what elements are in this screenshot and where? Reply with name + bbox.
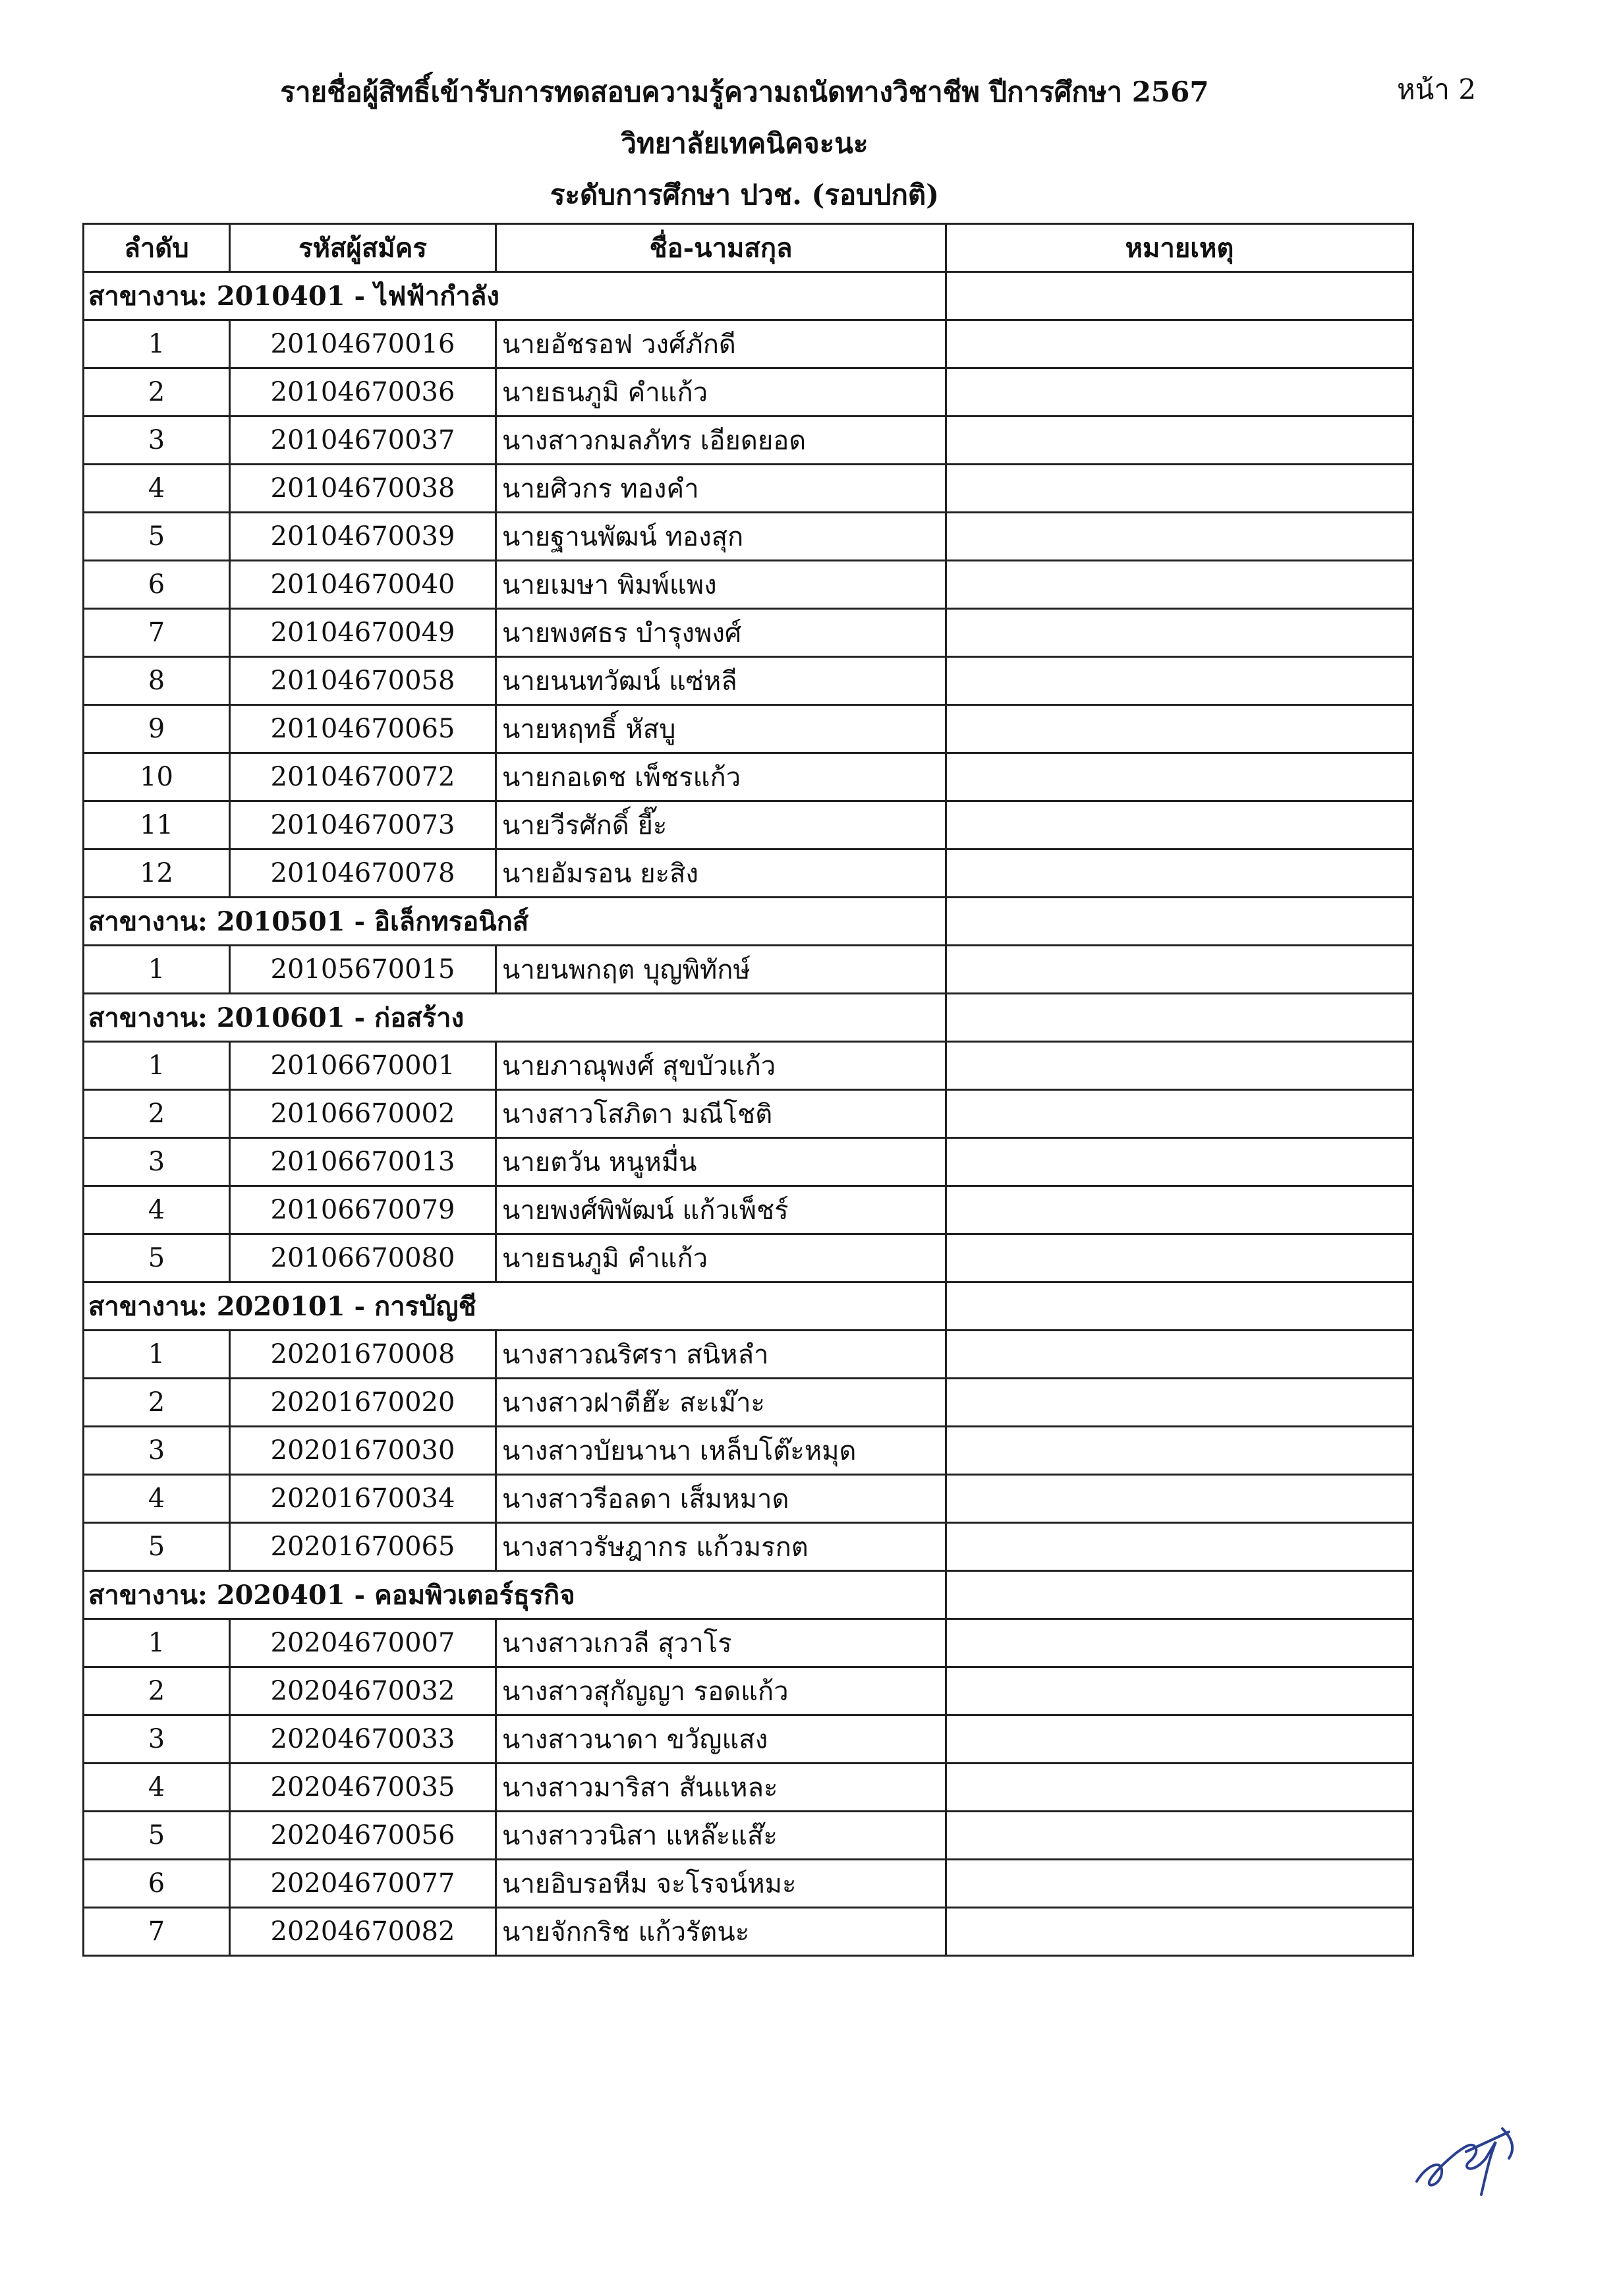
applicant-code: 20201670008 <box>230 1331 496 1379</box>
applicant-name: นางสาวนาดา ขวัญแสง <box>496 1715 946 1764</box>
section-row <box>84 1282 1413 1331</box>
table-row <box>84 1331 1413 1379</box>
applicant-name: นางสาวรีอลดา เส็มหมาด <box>496 1475 946 1523</box>
note-cell <box>946 657 1413 705</box>
applicant-name: นายพงศ์พิพัฒน์ แก้วเพ็ชร์ <box>496 1186 946 1234</box>
row-number: 1 <box>84 1042 230 1090</box>
note-cell <box>946 849 1413 898</box>
note-cell <box>946 368 1413 416</box>
table-row <box>84 1090 1413 1138</box>
applicant-code: 20104670049 <box>230 609 496 657</box>
applicant-name: นายอัมรอน ยะสิง <box>496 849 946 898</box>
table-row <box>84 657 1413 705</box>
note-cell <box>946 561 1413 609</box>
applicant-code: 20201670030 <box>230 1427 496 1475</box>
row-number: 6 <box>84 561 230 609</box>
table-row <box>84 465 1413 513</box>
applicant-name: นางสาวรัษฎากร แก้วมรกต <box>496 1523 946 1571</box>
applicant-code: 20104670040 <box>230 561 496 609</box>
note-cell <box>946 1234 1413 1282</box>
applicant-name: นางสาวโสภิดา มณีโชติ <box>496 1090 946 1138</box>
column-header-no: ลำดับ <box>84 224 230 272</box>
section-label: สาขางาน: 2020401 - คอมพิวเตอร์ธุรกิจ <box>84 1571 946 1619</box>
section-label: สาขางาน: 2020101 - การบัญชี <box>84 1282 946 1331</box>
note-cell <box>946 1860 1413 1908</box>
applicant-name: นายธนภูมิ คำแก้ว <box>496 1234 946 1282</box>
note-cell <box>946 1138 1413 1186</box>
note-cell <box>946 705 1413 753</box>
section-note-cell <box>946 1571 1413 1619</box>
table-row <box>84 801 1413 849</box>
note-cell <box>946 1715 1413 1764</box>
row-number: 4 <box>84 1764 230 1812</box>
applicant-code: 20201670034 <box>230 1475 496 1523</box>
section-label: สาขางาน: 2010401 - ไฟฟ้ากำลัง <box>84 272 946 320</box>
table-row <box>84 609 1413 657</box>
section-label: สาขางาน: 2010601 - ก่อสร้าง <box>84 994 946 1042</box>
applicant-code: 20106670013 <box>230 1138 496 1186</box>
applicant-code: 20104670037 <box>230 416 496 465</box>
section-label: สาขางาน: 2010501 - อิเล็กทรอนิกส์ <box>84 898 946 946</box>
applicant-name: นางสาวมาริสา สันแหละ <box>496 1764 946 1812</box>
applicant-name: นายอิบรอหีม จะโรจน์หมะ <box>496 1860 946 1908</box>
applicant-name: นางสาววนิสา แหล๊ะแส๊ะ <box>496 1812 946 1860</box>
table-row <box>84 1667 1413 1715</box>
applicant-name: นางสาวสุกัญญา รอดแก้ว <box>496 1667 946 1715</box>
applicant-code: 20106670002 <box>230 1090 496 1138</box>
table-row <box>84 705 1413 753</box>
applicant-code: 20106670080 <box>230 1234 496 1282</box>
applicant-code: 20204670035 <box>230 1764 496 1812</box>
table-row <box>84 1379 1413 1427</box>
note-cell <box>946 1475 1413 1523</box>
applicant-code: 20104670072 <box>230 753 496 801</box>
applicant-code: 20201670020 <box>230 1379 496 1427</box>
table-row <box>84 849 1413 898</box>
applicant-name: นายจักกริช แก้วรัตนะ <box>496 1908 946 1956</box>
applicant-name: นางสาวเกวลี สุวาโร <box>496 1619 946 1667</box>
table-row <box>84 1186 1413 1234</box>
applicant-name: นางสาวฝาตีฮ๊ะ สะเม๊าะ <box>496 1379 946 1427</box>
applicant-code: 20104670058 <box>230 657 496 705</box>
applicant-name: นายเมษา พิมพ์แพง <box>496 561 946 609</box>
note-cell <box>946 609 1413 657</box>
applicant-name: นายนพกฤต บุญพิทักษ์ <box>496 946 946 994</box>
applicant-code: 20106670079 <box>230 1186 496 1234</box>
page-number: หน้า 2 <box>1397 73 1477 105</box>
column-header-code: รหัสผู้สมัคร <box>230 224 496 272</box>
section-note-cell <box>946 994 1413 1042</box>
row-number: 5 <box>84 513 230 561</box>
section-row <box>84 898 1413 946</box>
row-number: 11 <box>84 801 230 849</box>
applicant-name: นายศิวกร ทองคำ <box>496 465 946 513</box>
applicant-code: 20104670038 <box>230 465 496 513</box>
table-row <box>84 946 1413 994</box>
table-row <box>84 416 1413 465</box>
row-number: 1 <box>84 320 230 368</box>
row-number: 12 <box>84 849 230 898</box>
applicant-code: 20204670077 <box>230 1860 496 1908</box>
table-row <box>84 1619 1413 1667</box>
applicant-name: นายตวัน หนูหมื่น <box>496 1138 946 1186</box>
row-number: 2 <box>84 1090 230 1138</box>
table-row <box>84 1138 1413 1186</box>
table-row <box>84 1860 1413 1908</box>
candidate-table <box>82 223 1414 1957</box>
signature-icon <box>1404 2112 1529 2204</box>
section-row <box>84 272 1413 320</box>
row-number: 5 <box>84 1234 230 1282</box>
section-row <box>84 994 1413 1042</box>
row-number: 3 <box>84 1715 230 1764</box>
row-number: 1 <box>84 946 230 994</box>
college-name: วิทยาลัยเทคนิคจะนะ <box>621 127 868 159</box>
applicant-code: 20204670056 <box>230 1812 496 1860</box>
applicant-code: 20106670001 <box>230 1042 496 1090</box>
note-cell <box>946 416 1413 465</box>
note-cell <box>946 1090 1413 1138</box>
row-number: 2 <box>84 1379 230 1427</box>
applicant-code: 20204670032 <box>230 1667 496 1715</box>
note-cell <box>946 1812 1413 1860</box>
applicant-code: 20105670015 <box>230 946 496 994</box>
row-number: 3 <box>84 416 230 465</box>
note-cell <box>946 320 1413 368</box>
applicant-name: นางสาวบัยนานา เหล็บโต๊ะหมุด <box>496 1427 946 1475</box>
note-cell <box>946 1908 1413 1956</box>
table-row <box>84 1234 1413 1282</box>
applicant-code: 20204670007 <box>230 1619 496 1667</box>
applicant-code: 20104670016 <box>230 320 496 368</box>
applicant-code: 20204670033 <box>230 1715 496 1764</box>
note-cell <box>946 1523 1413 1571</box>
applicant-name: นางสาวกมลภัทร เอียดยอด <box>496 416 946 465</box>
row-number: 4 <box>84 465 230 513</box>
section-note-cell <box>946 272 1413 320</box>
education-level: ระดับการศึกษา ปวช. (รอบปกติ) <box>550 179 940 211</box>
applicant-code: 20104670073 <box>230 801 496 849</box>
applicant-code: 20204670082 <box>230 1908 496 1956</box>
table-row <box>84 1523 1413 1571</box>
note-cell <box>946 946 1413 994</box>
applicant-code: 20104670036 <box>230 368 496 416</box>
table-row <box>84 1908 1413 1956</box>
row-number: 10 <box>84 753 230 801</box>
table-row <box>84 513 1413 561</box>
row-number: 4 <box>84 1186 230 1234</box>
applicant-name: นายหฤทธิ์ หัสบู <box>496 705 946 753</box>
row-number: 2 <box>84 1667 230 1715</box>
row-number: 9 <box>84 705 230 753</box>
section-note-cell <box>946 898 1413 946</box>
note-cell <box>946 1764 1413 1812</box>
applicant-name: นายภาณุพงศ์ สุขบัวแก้ว <box>496 1042 946 1090</box>
table-row <box>84 561 1413 609</box>
table-row <box>84 368 1413 416</box>
note-cell <box>946 1667 1413 1715</box>
applicant-name: นางสาวณริศรา สนิหลำ <box>496 1331 946 1379</box>
applicant-name: นายวีรศักดิ์ ยี๊ะ <box>496 801 946 849</box>
note-cell <box>946 1042 1413 1090</box>
row-number: 3 <box>84 1138 230 1186</box>
table-row <box>84 1715 1413 1764</box>
table-header-row <box>84 224 1413 272</box>
table-row <box>84 1812 1413 1860</box>
applicant-code: 20104670065 <box>230 705 496 753</box>
table-row <box>84 320 1413 368</box>
table-row <box>84 1475 1413 1523</box>
applicant-name: นายอัชรอฟ วงศ์ภักดี <box>496 320 946 368</box>
applicant-name: นายนนทวัฒน์ แซ่หลี <box>496 657 946 705</box>
note-cell <box>946 465 1413 513</box>
note-cell <box>946 753 1413 801</box>
row-number: 4 <box>84 1475 230 1523</box>
table-row <box>84 1764 1413 1812</box>
row-number: 3 <box>84 1427 230 1475</box>
note-cell <box>946 1619 1413 1667</box>
note-cell <box>946 1186 1413 1234</box>
applicant-name: นายธนภูมิ คำแก้ว <box>496 368 946 416</box>
table-row <box>84 1042 1413 1090</box>
row-number: 1 <box>84 1619 230 1667</box>
row-number: 7 <box>84 1908 230 1956</box>
applicant-name: นายกอเดช เพ็ชรแก้ว <box>496 753 946 801</box>
applicant-code: 20104670039 <box>230 513 496 561</box>
applicant-code: 20201670065 <box>230 1523 496 1571</box>
table-row <box>84 753 1413 801</box>
column-header-note: หมายเหตุ <box>946 224 1413 272</box>
applicant-code: 20104670078 <box>230 849 496 898</box>
row-number: 7 <box>84 609 230 657</box>
note-cell <box>946 1331 1413 1379</box>
section-row <box>84 1571 1413 1619</box>
note-cell <box>946 1427 1413 1475</box>
note-cell <box>946 513 1413 561</box>
note-cell <box>946 801 1413 849</box>
note-cell <box>946 1379 1413 1427</box>
table-row <box>84 1427 1413 1475</box>
column-header-name: ชื่อ-นามสกุล <box>496 224 946 272</box>
applicant-name: นายพงศธร บำรุงพงศ์ <box>496 609 946 657</box>
row-number: 8 <box>84 657 230 705</box>
row-number: 5 <box>84 1523 230 1571</box>
document-title: รายชื่อผู้สิทธิ์เข้ารับการทดสอบความรู้ความถนัดทางวิชาชีพ ปีการศึกษา 2567 <box>280 76 1209 108</box>
row-number: 2 <box>84 368 230 416</box>
table-body <box>84 272 1413 1956</box>
applicant-name: นายฐานพัฒน์ ทองสุก <box>496 513 946 561</box>
row-number: 1 <box>84 1331 230 1379</box>
row-number: 6 <box>84 1860 230 1908</box>
row-number: 5 <box>84 1812 230 1860</box>
section-note-cell <box>946 1282 1413 1331</box>
